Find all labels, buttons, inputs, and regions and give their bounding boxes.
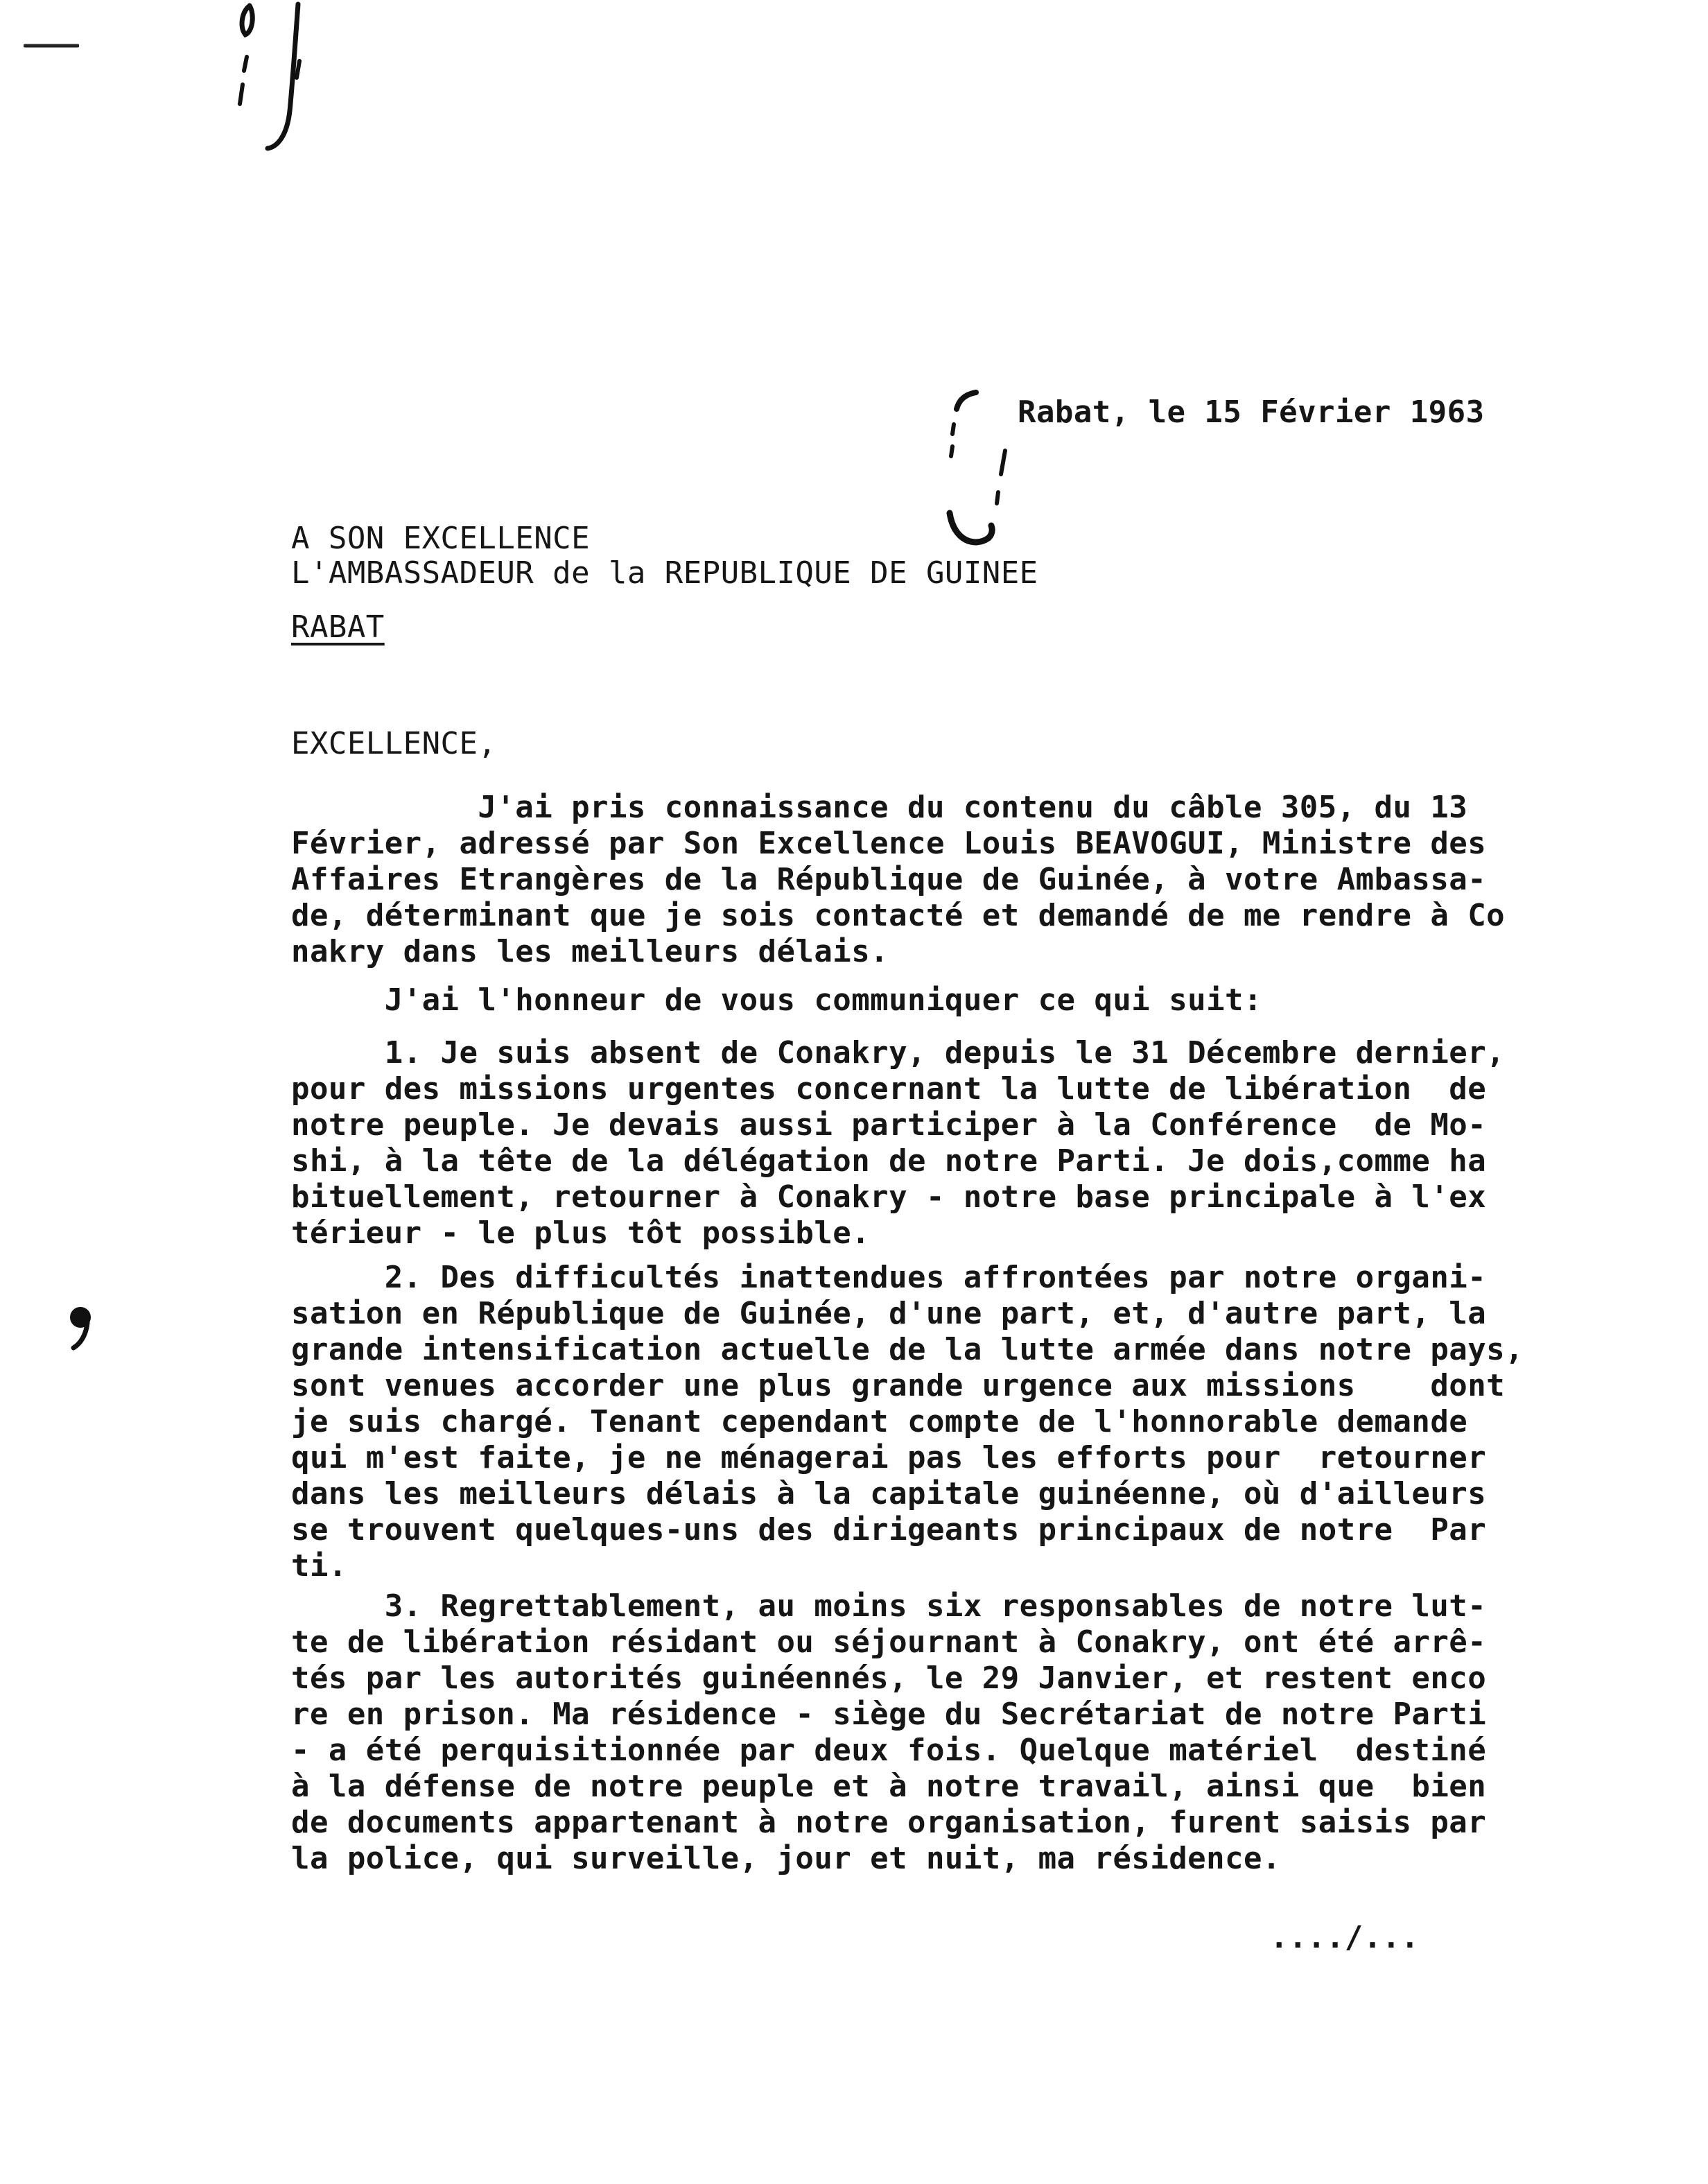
- body-line: J'ai l'honneur de vous communiquer ce qui suit:: [291, 982, 1262, 1018]
- margin-dash-mark: [24, 43, 79, 49]
- body-line: dans les meilleurs délais à la capitale guinéenne, où d'ailleurs: [291, 1476, 1487, 1511]
- body-line: qui m'est faite, je ne ménagerai pas les efforts pour retourner: [291, 1440, 1487, 1475]
- body-line: à la défense de notre peuple et à notre travail, ainsi que bien: [291, 1769, 1487, 1804]
- body-line: je suis chargé. Tenant cependant compte de l'honnorable demande: [291, 1404, 1468, 1439]
- body-line: Février, adressé par Son Excellence Louis BEAVOGUI, Ministre des: [291, 826, 1487, 861]
- body-line: notre peuple. Je devais aussi participer à la Conférence de Mo-: [291, 1107, 1487, 1143]
- body-line: se trouvent quelques-uns des dirigeants principaux de notre Par: [291, 1512, 1487, 1548]
- recipient-city: RABAT: [291, 609, 385, 645]
- body-line: de documents appartenant à notre organisation, furent saisis par: [291, 1805, 1487, 1840]
- body-line: te de libération résidant ou séjournant à Conakry, ont été arrê-: [291, 1624, 1487, 1660]
- body-line: térieur - le plus tôt possible.: [291, 1215, 871, 1251]
- body-line: J'ai pris connaissance du contenu du câble 305, du 13: [291, 790, 1468, 825]
- recipient-name: L'AMBASSADEUR de la REPUBLIQUE DE GUINEE: [291, 555, 1038, 591]
- body-line: la police, qui surveille, jour et nuit, ma résidence.: [291, 1841, 1281, 1876]
- margin-ink-blot: [61, 1303, 96, 1352]
- body-line: 2. Des difficultés inattendues affrontées par notre organi-: [291, 1260, 1487, 1295]
- body-line: 3. Regrettablement, au moins six responsables de notre lut-: [291, 1588, 1487, 1624]
- letter-date: Rabat, le 15 Février 1963: [1018, 395, 1485, 430]
- continuation-marker: ..../...: [1270, 1920, 1420, 1955]
- body-line: - a été perquisitionnée par deux fois. Quelque matériel destiné: [291, 1733, 1487, 1768]
- body-line: de, déterminant que je sois contacté et demandé de me rendre à Co: [291, 898, 1506, 933]
- body-line: tés par les autorités guinéennés, le 29 Janvier, et restent enco: [291, 1661, 1487, 1696]
- body-line: nakry dans les meilleurs délais.: [291, 934, 889, 969]
- body-line: shi, à la tête de la délégation de notre Parti. Je dois,comme ha: [291, 1143, 1487, 1179]
- bracket-ink-mark: [943, 388, 1026, 562]
- salutation: EXCELLENCE,: [291, 726, 497, 761]
- body-line: sont venues accorder une plus grande urgence aux missions dont: [291, 1368, 1506, 1403]
- body-line: grande intensification actuelle de la lutte armée dans notre pays,: [291, 1332, 1524, 1367]
- body-line: bituellement, retourner à Conakry - notre base principale à l'ex: [291, 1179, 1487, 1215]
- body-line: 1. Je suis absent de Conakry, depuis le 31 Décembre dernier,: [291, 1035, 1506, 1071]
- recipient-title: A SON EXCELLENCE: [291, 521, 591, 556]
- body-line: sation en République de Guinée, d'une part, et, d'autre part, la: [291, 1296, 1487, 1331]
- body-line: pour des missions urgentes concernant la lutte de libération de: [291, 1071, 1487, 1107]
- body-line: re en prison. Ma résidence - siège du Secrétariat de notre Parti: [291, 1697, 1487, 1732]
- body-line: Affaires Etrangères de la République de Guinée, à votre Ambassa-: [291, 862, 1487, 897]
- handwritten-annotation-mark: [229, 0, 326, 159]
- body-line: ti.: [291, 1548, 347, 1584]
